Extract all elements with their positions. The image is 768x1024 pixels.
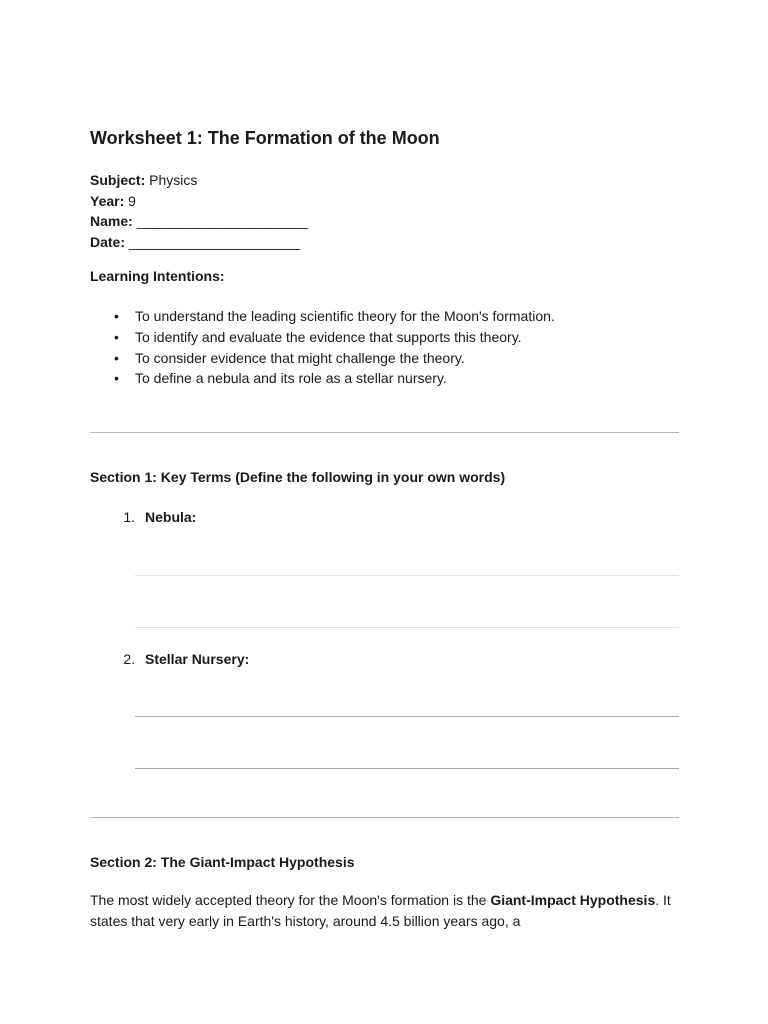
paragraph-text: The most widely accepted theory for the Moon's formation is the	[90, 892, 491, 908]
answer-line[interactable]	[135, 575, 679, 576]
date-label: Date:	[90, 233, 126, 250]
section1-heading: Section 1: Key Terms (Define the following in your own words)	[90, 469, 506, 485]
section-divider	[90, 432, 679, 433]
key-term-label: Nebula:	[145, 509, 197, 525]
paragraph-text: . It states that very early in Earth's history, around 4.5 billion years ago, a	[90, 892, 671, 929]
paragraph-bold-term: Giant-Impact Hypothesis	[490, 892, 656, 908]
subject-row	[90, 170, 308, 191]
key-term-label: Stellar Nursery:	[145, 651, 250, 667]
subject-value: Physics	[149, 172, 198, 188]
key-term-number: 1.	[123, 509, 135, 525]
worksheet-meta	[90, 170, 308, 252]
year-label: Year:	[90, 192, 125, 209]
date-row	[90, 232, 308, 253]
name-label: Name:	[90, 213, 133, 230]
section2-heading: Section 2: The Giant-Impact Hypothesis	[90, 854, 355, 870]
name-row	[90, 211, 308, 232]
list-item: • To identify and evaluate the evidence that supports this theory.	[90, 327, 555, 348]
list-item: • To understand the leading scientific theory for the Moon's formation.	[90, 306, 555, 327]
year-value: 9	[128, 192, 136, 209]
key-term-item	[90, 651, 249, 667]
answer-line[interactable]	[135, 768, 679, 769]
section-divider	[90, 817, 679, 818]
date-blank: ______________________	[128, 233, 301, 250]
worksheet-title: Worksheet 1: The Formation of the Moon	[90, 128, 440, 148]
answer-line[interactable]	[135, 627, 679, 628]
key-term-number: 2.	[123, 651, 135, 667]
year-row	[90, 191, 308, 212]
answer-line[interactable]	[135, 716, 679, 717]
key-term-item	[90, 509, 196, 525]
section2-paragraph	[90, 890, 679, 932]
learning-intentions-list	[90, 306, 555, 389]
list-item: • To define a nebula and its role as a stellar nursery.	[90, 368, 555, 389]
learning-intentions-heading: Learning Intentions:	[90, 268, 225, 284]
subject-label: Subject:	[90, 172, 146, 188]
name-blank: ______________________	[136, 213, 308, 230]
list-item: • To consider evidence that might challenge the theory.	[90, 348, 555, 369]
